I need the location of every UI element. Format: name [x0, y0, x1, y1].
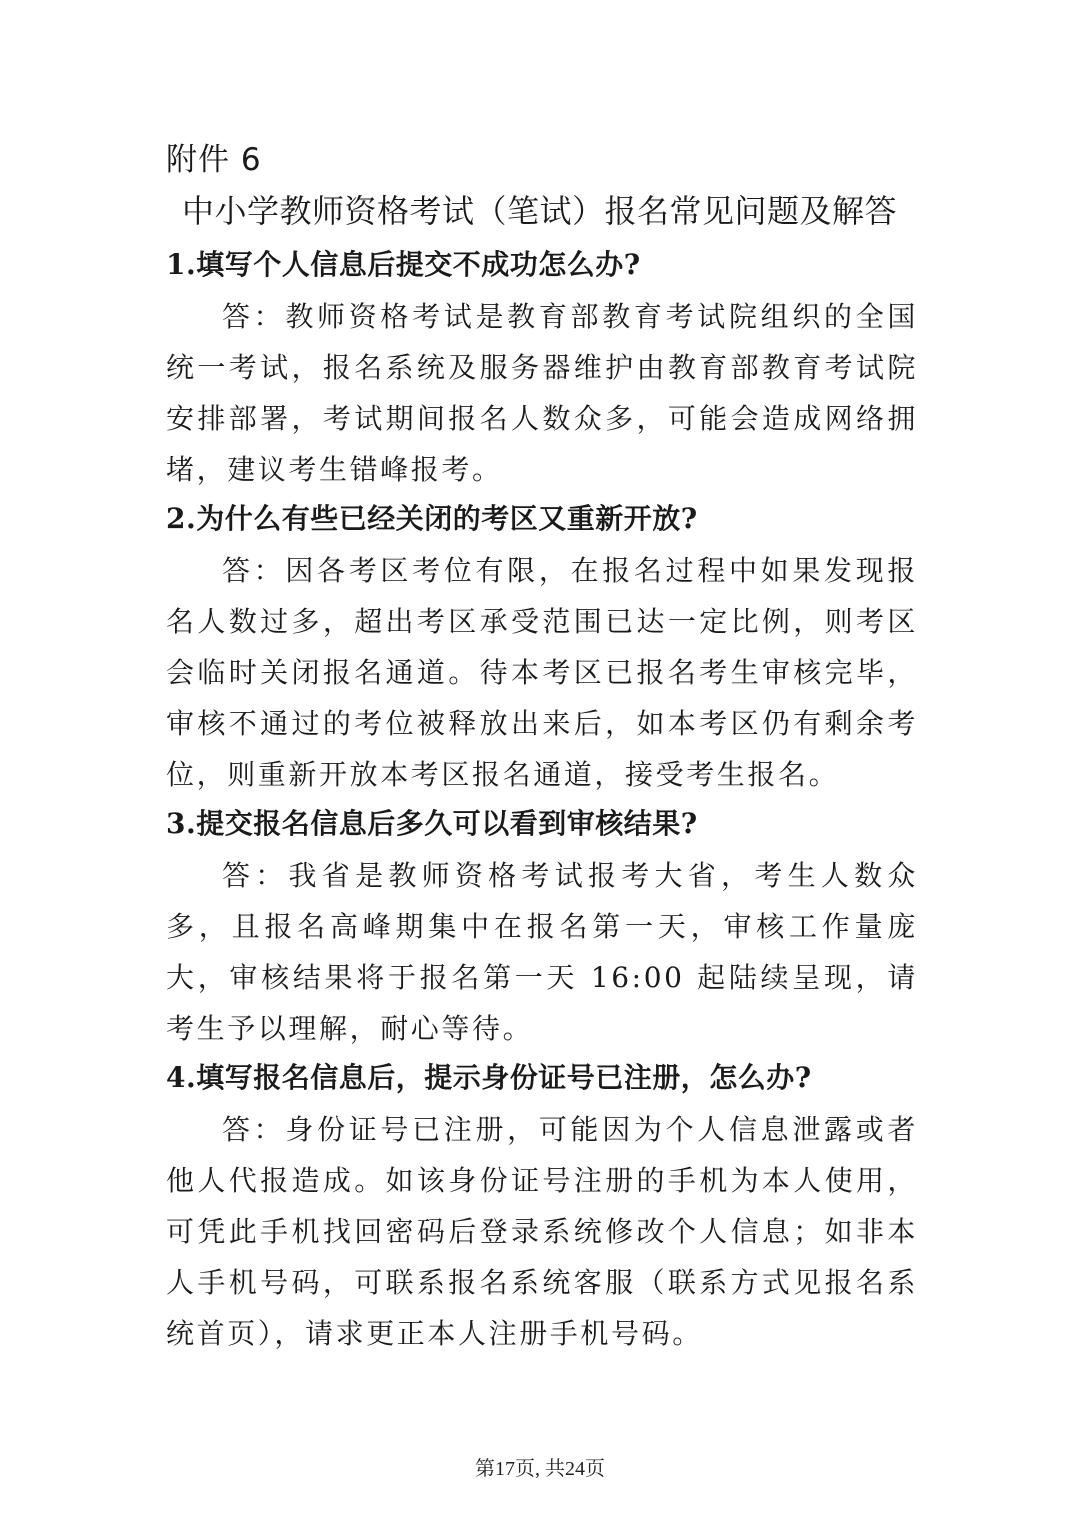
qa-item: [166, 800, 918, 1054]
question-heading: 2.为什么有些已经关闭的考区又重新开放?: [166, 502, 698, 535]
qa-item: [166, 1054, 918, 1359]
answer-paragraph: 答：身份证号已注册，可能因为个人信息泄露或者他人代报造成。如该身份证号注册的手机为本人使用，可凭此手机找回密码后登录系统修改个人信息；如非本人手机号码，可联系报名系统客服（联系方式见报名系统首页），请求更正本人注册手机号码。: [166, 1113, 918, 1350]
page-title: 中小学教师资格考试（笔试）报名常见问题及解答: [182, 192, 898, 230]
qa-item: [166, 495, 918, 800]
answer-paragraph: 答：教师资格考试是教育部教育考试院组织的全国统一考试，报名系统及服务器维护由教育部教育考试院安排部署，考试期间报名人数众多，可能会造成网络拥堵，建议考生错峰报考。: [166, 300, 918, 486]
qa-list: [166, 241, 918, 1359]
question-heading: 1.填写个人信息后提交不成功怎么办?: [166, 248, 641, 281]
attachment-label: 附件 6: [166, 142, 262, 178]
question-heading: 3.提交报名信息后多久可以看到审核结果?: [166, 807, 698, 840]
qa-item: [166, 241, 918, 495]
question-heading: 4.填写报名信息后，提示身份证号已注册，怎么办?: [166, 1061, 812, 1094]
answer-paragraph: 答：我省是教师资格考试报考大省，考生人数众多，且报名高峰期集中在报名第一天，审核工作量庞大，审核结果将于报名第一天 16:00 起陆续呈现，请考生予以理解，耐心等待。: [166, 859, 918, 1045]
page-number: 第17页, 共24页: [475, 1458, 605, 1480]
answer-paragraph: 答：因各考区考位有限，在报名过程中如果发现报名人数过多，超出考区承受范围已达一定比例，则考区会临时关闭报名通道。待本考区已报名考生审核完毕，审核不通过的考位被释放出来后，如本考区仍有剩余考位，则重新开放本考区报名通道，接受考生报名。: [166, 554, 918, 791]
